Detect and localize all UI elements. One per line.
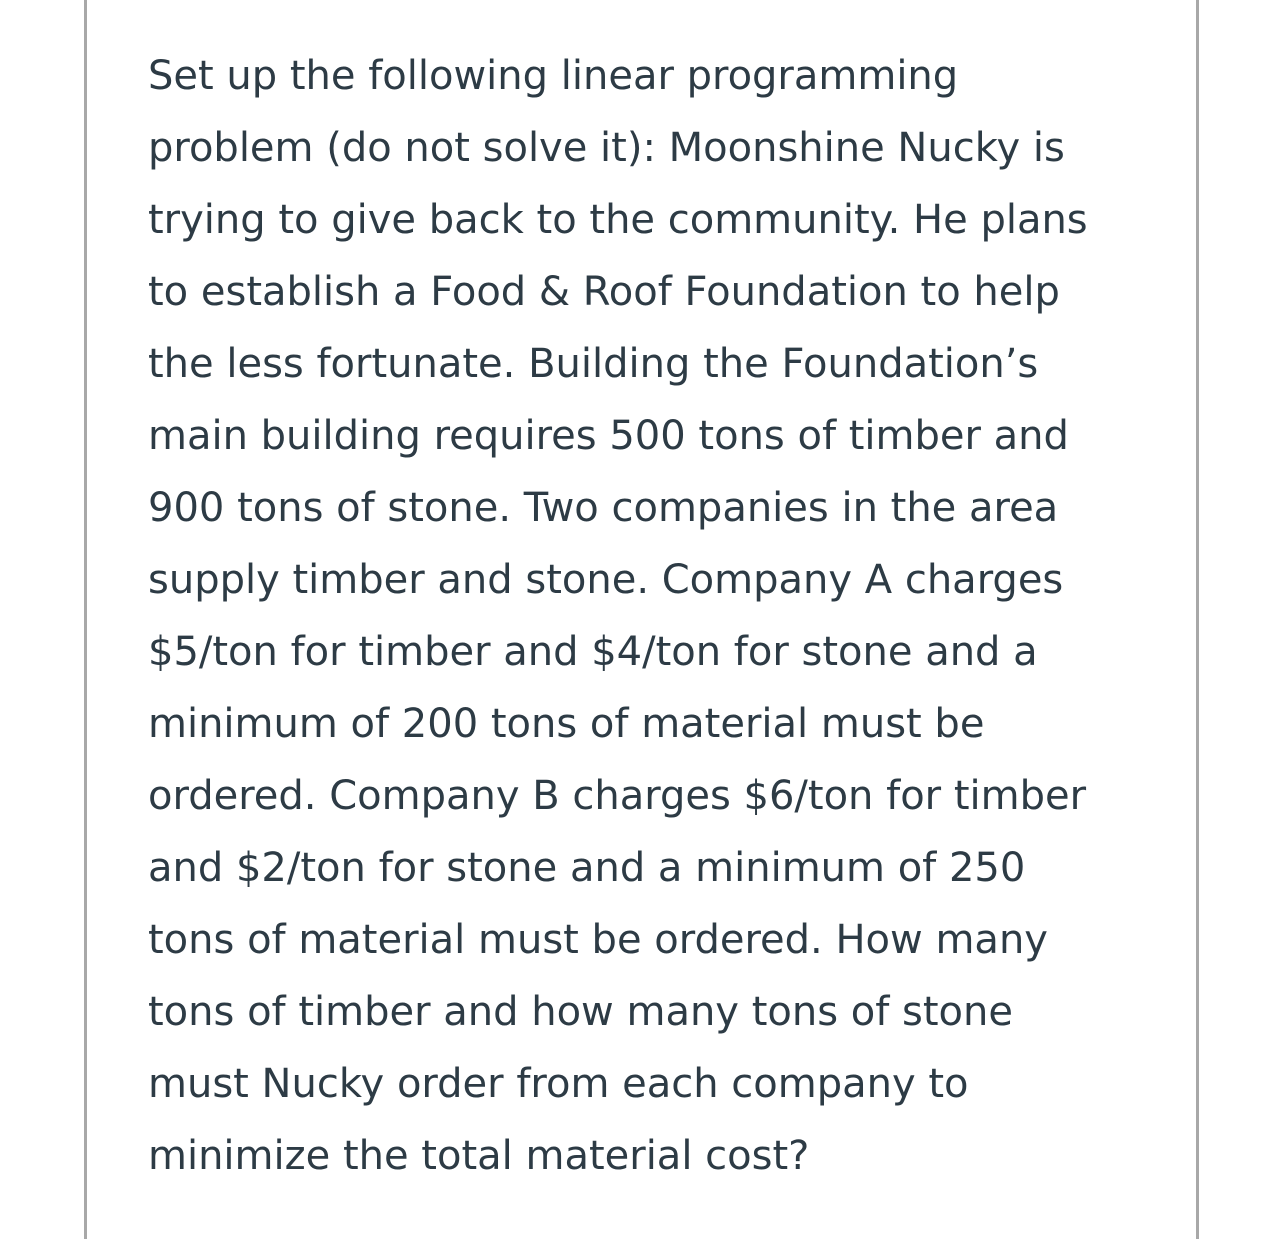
question-line-14: tons of timber and how many tons of stone	[148, 989, 1013, 1035]
question-line-4: to establish a Food & Roof Foundation to help	[148, 269, 1060, 315]
question-line-11: ordered. Company B charges $6/ton for timber	[148, 773, 1087, 819]
question-line-8: supply timber and stone. Company A charges	[148, 557, 1064, 603]
question-line-1: Set up the following linear programming	[148, 53, 959, 99]
question-line-16: minimize the total material cost?	[148, 1133, 810, 1179]
left-border-divider	[84, 0, 87, 1239]
question-line-15: must Nucky order from each company to	[148, 1061, 969, 1107]
right-border-divider	[1196, 0, 1199, 1239]
question-line-12: and $2/ton for stone and a minimum of 250	[148, 845, 1026, 891]
question-line-6: main building requires 500 tons of timber and	[148, 413, 1069, 459]
question-line-10: minimum of 200 tons of material must be	[148, 701, 985, 747]
question-line-13: tons of material must be ordered. How many	[148, 917, 1048, 963]
question-line-5: the less fortunate. Building the Foundation’s	[148, 341, 1039, 387]
question-line-7: 900 tons of stone. Two companies in the area	[148, 485, 1059, 531]
question-line-3: trying to give back to the community. He plans	[148, 197, 1088, 243]
question-text	[148, 40, 1148, 1192]
question-line-9: $5/ton for timber and $4/ton for stone and a	[148, 629, 1038, 675]
question-line-2: problem (do not solve it): Moonshine Nucky is	[148, 125, 1065, 171]
